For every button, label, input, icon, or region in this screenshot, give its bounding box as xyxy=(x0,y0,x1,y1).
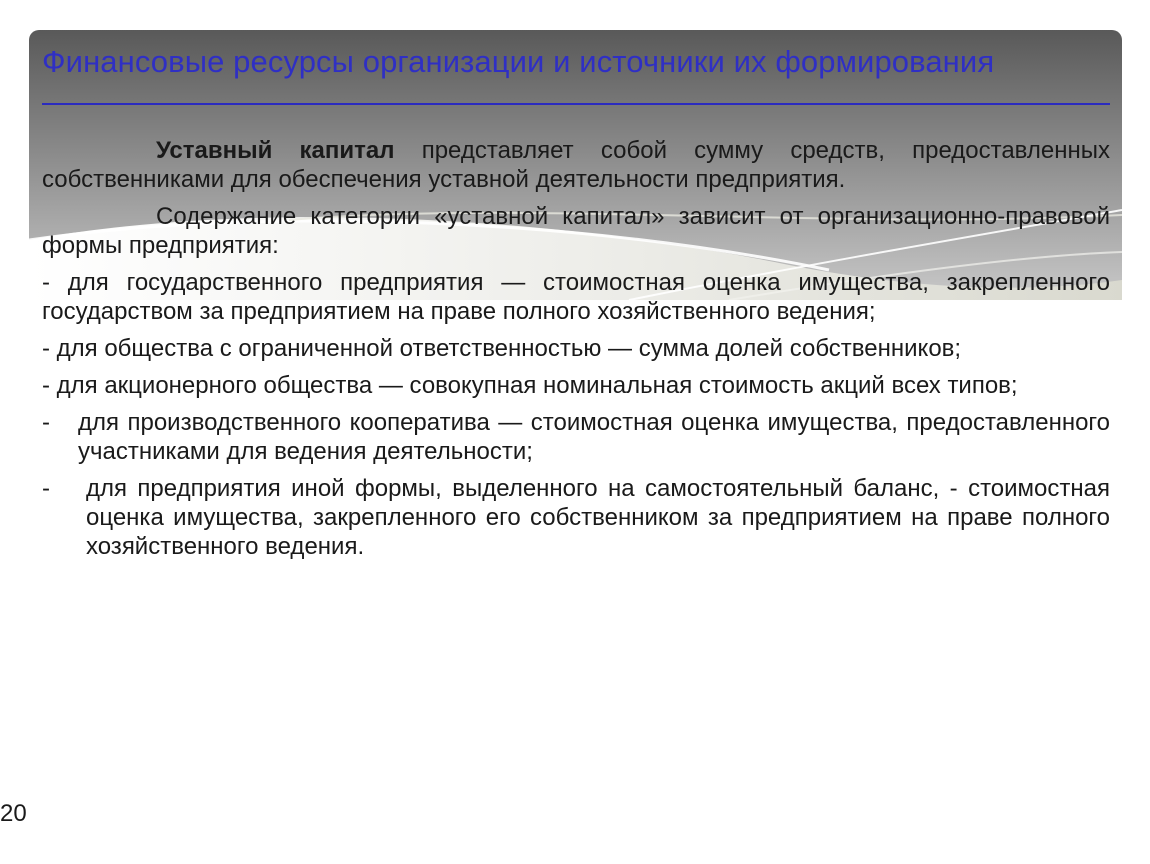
definition-text: представляет собой сумму средств, предоставленных собственниками для обеспечения уставной деятельности предприятия. xyxy=(42,137,1110,193)
list-item-joint-stock: - для акционерного общества — совокупная номинальная стоимость акций всех типов; xyxy=(42,372,1018,399)
page-number: 20 xyxy=(0,800,27,827)
list-item-state-enterprise: - для государственного предприятия — стоимостная оценка имущества, закрепленного государством за предприятием на праве полного хозяйственного ведения; xyxy=(42,269,1110,325)
bullet-dash: - xyxy=(42,475,50,502)
list-item-text: для производственного кооператива — стоимостная оценка имущества, предоставленного участниками для ведения деятельности; xyxy=(78,409,1110,465)
bullet-dash: - xyxy=(42,409,50,436)
list-item-other-form xyxy=(42,474,1110,561)
title-underline xyxy=(42,103,1110,105)
slide-title: Финансовые ресурсы организации и источники их формирования xyxy=(42,44,995,79)
paragraph-content-category: Содержание категории «уставной капитал» зависит от организационно-правовой формы предприятия: xyxy=(42,203,1110,259)
list-item-llc: - для общества с ограниченной ответственностью — сумма долей собственников; xyxy=(42,335,962,362)
list-item-cooperative xyxy=(42,408,1110,466)
term-bold: Уставный капитал xyxy=(156,137,395,164)
slide-body xyxy=(42,136,1110,569)
paragraph-definition xyxy=(42,136,1110,194)
list-item-text: для предприятия иной формы, выделенного на самостоятельный баланс, - стоимостная оценка имущества, закрепленного его собственником за предприятием на праве полного хозяйственного ведения. xyxy=(86,475,1110,560)
